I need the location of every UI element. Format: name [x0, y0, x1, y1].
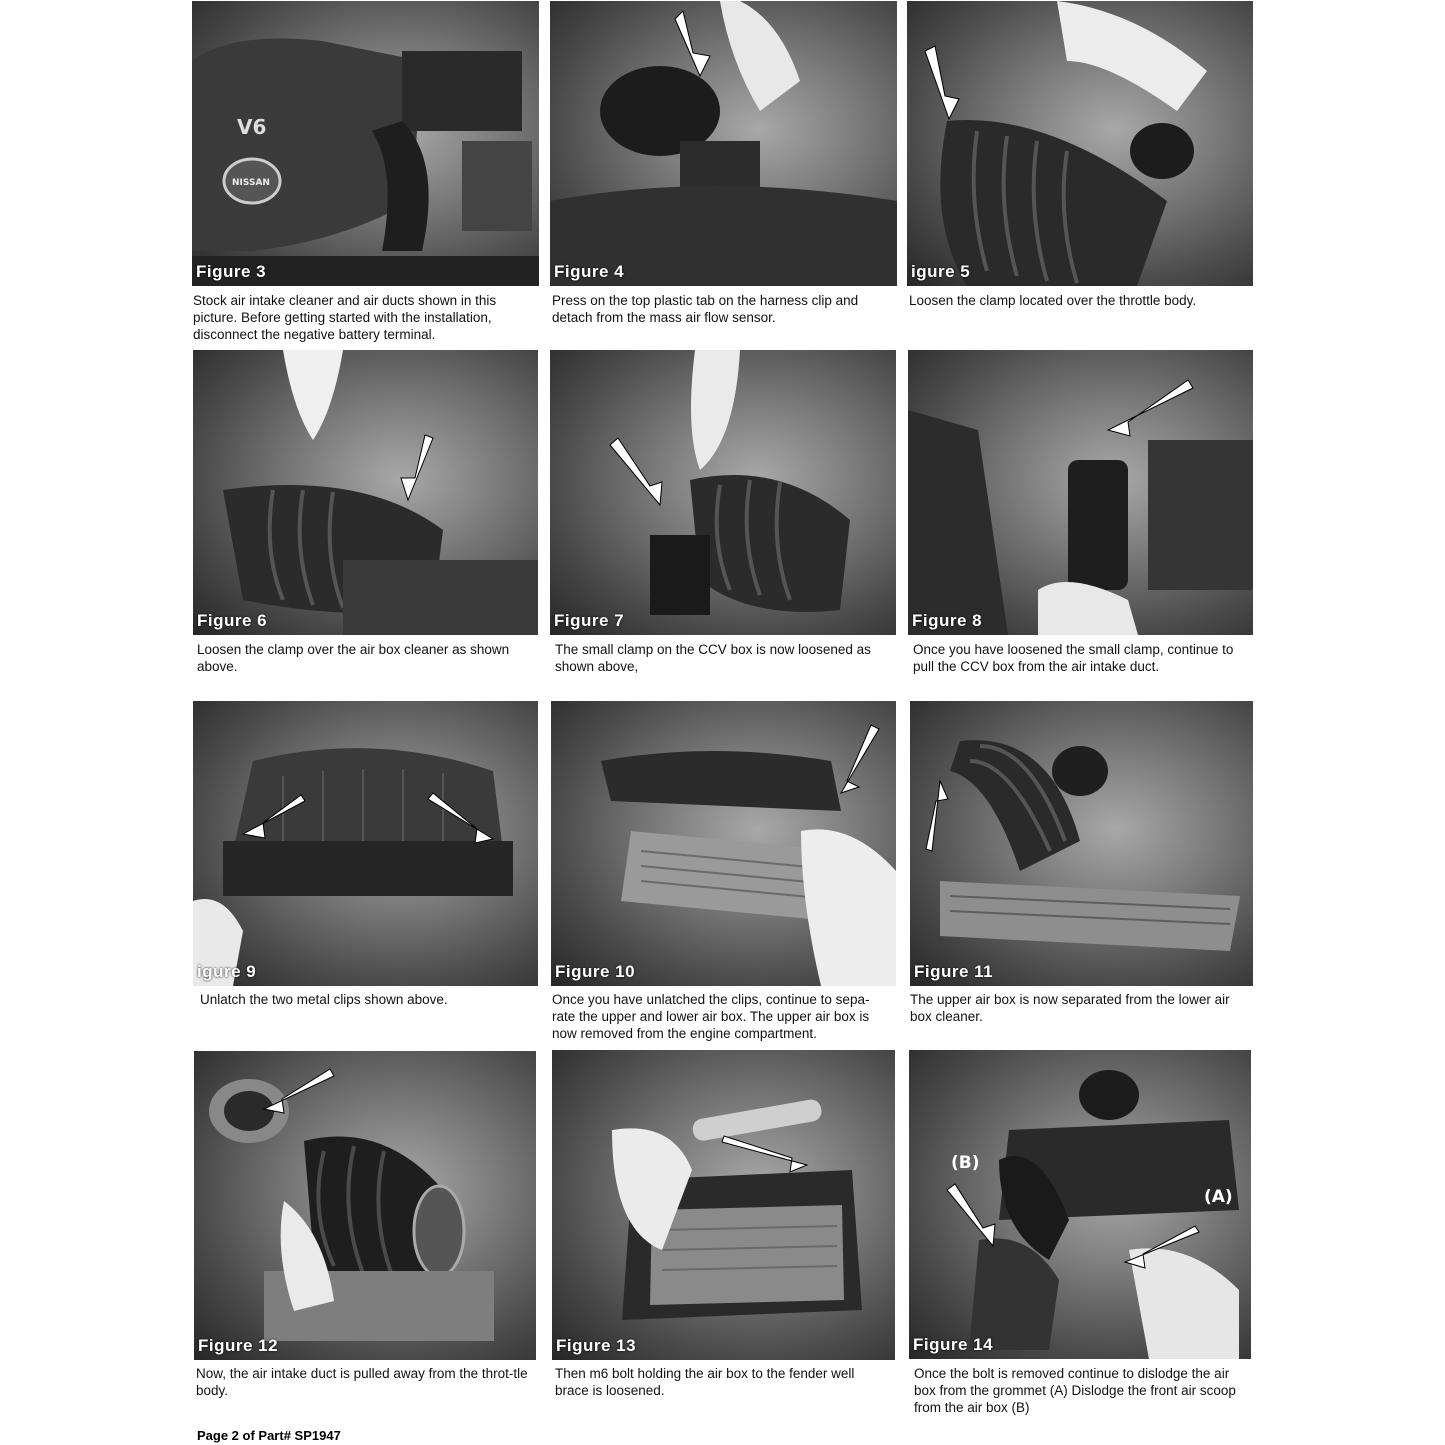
ccv-clamp-illustration — [550, 350, 896, 635]
figure-caption: The upper air box is now separated from the lower air box cleaner. — [910, 992, 1230, 1024]
svg-text:V6: V6 — [237, 115, 267, 139]
figure-caption: Once you have loosened the small clamp, continue to pull the CCV box from the air intake duct. — [913, 642, 1234, 674]
harness-clip-illustration — [550, 1, 897, 286]
figure-6-photo — [193, 350, 538, 635]
figure-14-photo — [909, 1050, 1251, 1359]
figure-13-photo — [552, 1050, 895, 1360]
svg-text:NISSAN: NISSAN — [232, 178, 270, 188]
engine-cover-illustration — [192, 1, 539, 286]
figure-caption: Then m6 bolt holding the air box to the fender well brace is loosened. — [555, 1366, 855, 1398]
figure-caption: Stock air intake cleaner and air ducts shown in this picture. Before getting started with the installation, disconnect the negative battery terminal. — [193, 293, 497, 342]
lower-airbox-illustration — [910, 701, 1253, 986]
figure-label: Figure 4 — [554, 262, 625, 281]
figure-label: Figure 11 — [914, 962, 994, 981]
figure-label: Figure 13 — [556, 1336, 637, 1355]
page-footer: Page 2 of Part# SP1947 — [197, 1428, 341, 1443]
figure-label: igure 5 — [911, 262, 971, 281]
marker-a: (A) — [1204, 1187, 1233, 1207]
figure-label: Figure 8 — [912, 611, 983, 630]
figure-caption: Once the bolt is removed continue to dislodge the air box from the grommet (A) Dislodge the front air scoop from the air box (B) — [914, 1366, 1236, 1415]
figure-12-photo — [194, 1051, 536, 1360]
figure-caption: Now, the air intake duct is pulled away from the throt-tle body. — [196, 1366, 528, 1398]
figure-caption: Press on the top plastic tab on the harness clip and detach from the mass air flow sensor. — [552, 293, 859, 325]
figure-caption: Loosen the clamp over the air box cleaner as shown above. — [197, 642, 510, 674]
figure-label: Figure 12 — [198, 1336, 279, 1355]
figure-label: Figure 14 — [913, 1335, 994, 1354]
throttle-clamp-illustration — [907, 1, 1253, 286]
intake-duct-illustration — [194, 1051, 536, 1360]
figure-11-photo — [910, 701, 1253, 986]
figure-10-photo — [551, 701, 896, 986]
figure-caption: Unlatch the two metal clips shown above. — [200, 992, 448, 1007]
separate-airbox-illustration — [551, 701, 896, 986]
figure-label: Figure 6 — [197, 611, 268, 630]
figure-label: Figure 10 — [555, 962, 636, 981]
figure-7-photo — [550, 350, 896, 635]
figure-4-photo — [550, 1, 897, 286]
figure-label: Figure 3 — [196, 262, 267, 281]
marker-b: (B) — [951, 1153, 980, 1173]
figure-label: Figure 7 — [554, 611, 625, 630]
figure-5-photo — [907, 1, 1253, 286]
figure-3-photo — [192, 1, 539, 286]
figure-9-photo — [193, 701, 538, 986]
metal-clips-illustration — [193, 701, 538, 986]
figure-8-photo — [908, 350, 1253, 635]
figure-caption: Once you have unlatched the clips, continue to sepa-rate the upper and lower air box. The upper air box is now removed from the engine compartment. — [552, 992, 870, 1041]
grommet-scoop-illustration — [909, 1050, 1251, 1359]
figure-caption: Loosen the clamp located over the throttle body. — [909, 293, 1197, 308]
ccv-box-illustration — [908, 350, 1253, 635]
figure-label: igure 9 — [197, 962, 257, 981]
figure-caption: The small clamp on the CCV box is now loosened as shown above, — [555, 642, 871, 674]
airbox-clamp-illustration — [193, 350, 538, 635]
m6-bolt-illustration — [552, 1050, 895, 1360]
